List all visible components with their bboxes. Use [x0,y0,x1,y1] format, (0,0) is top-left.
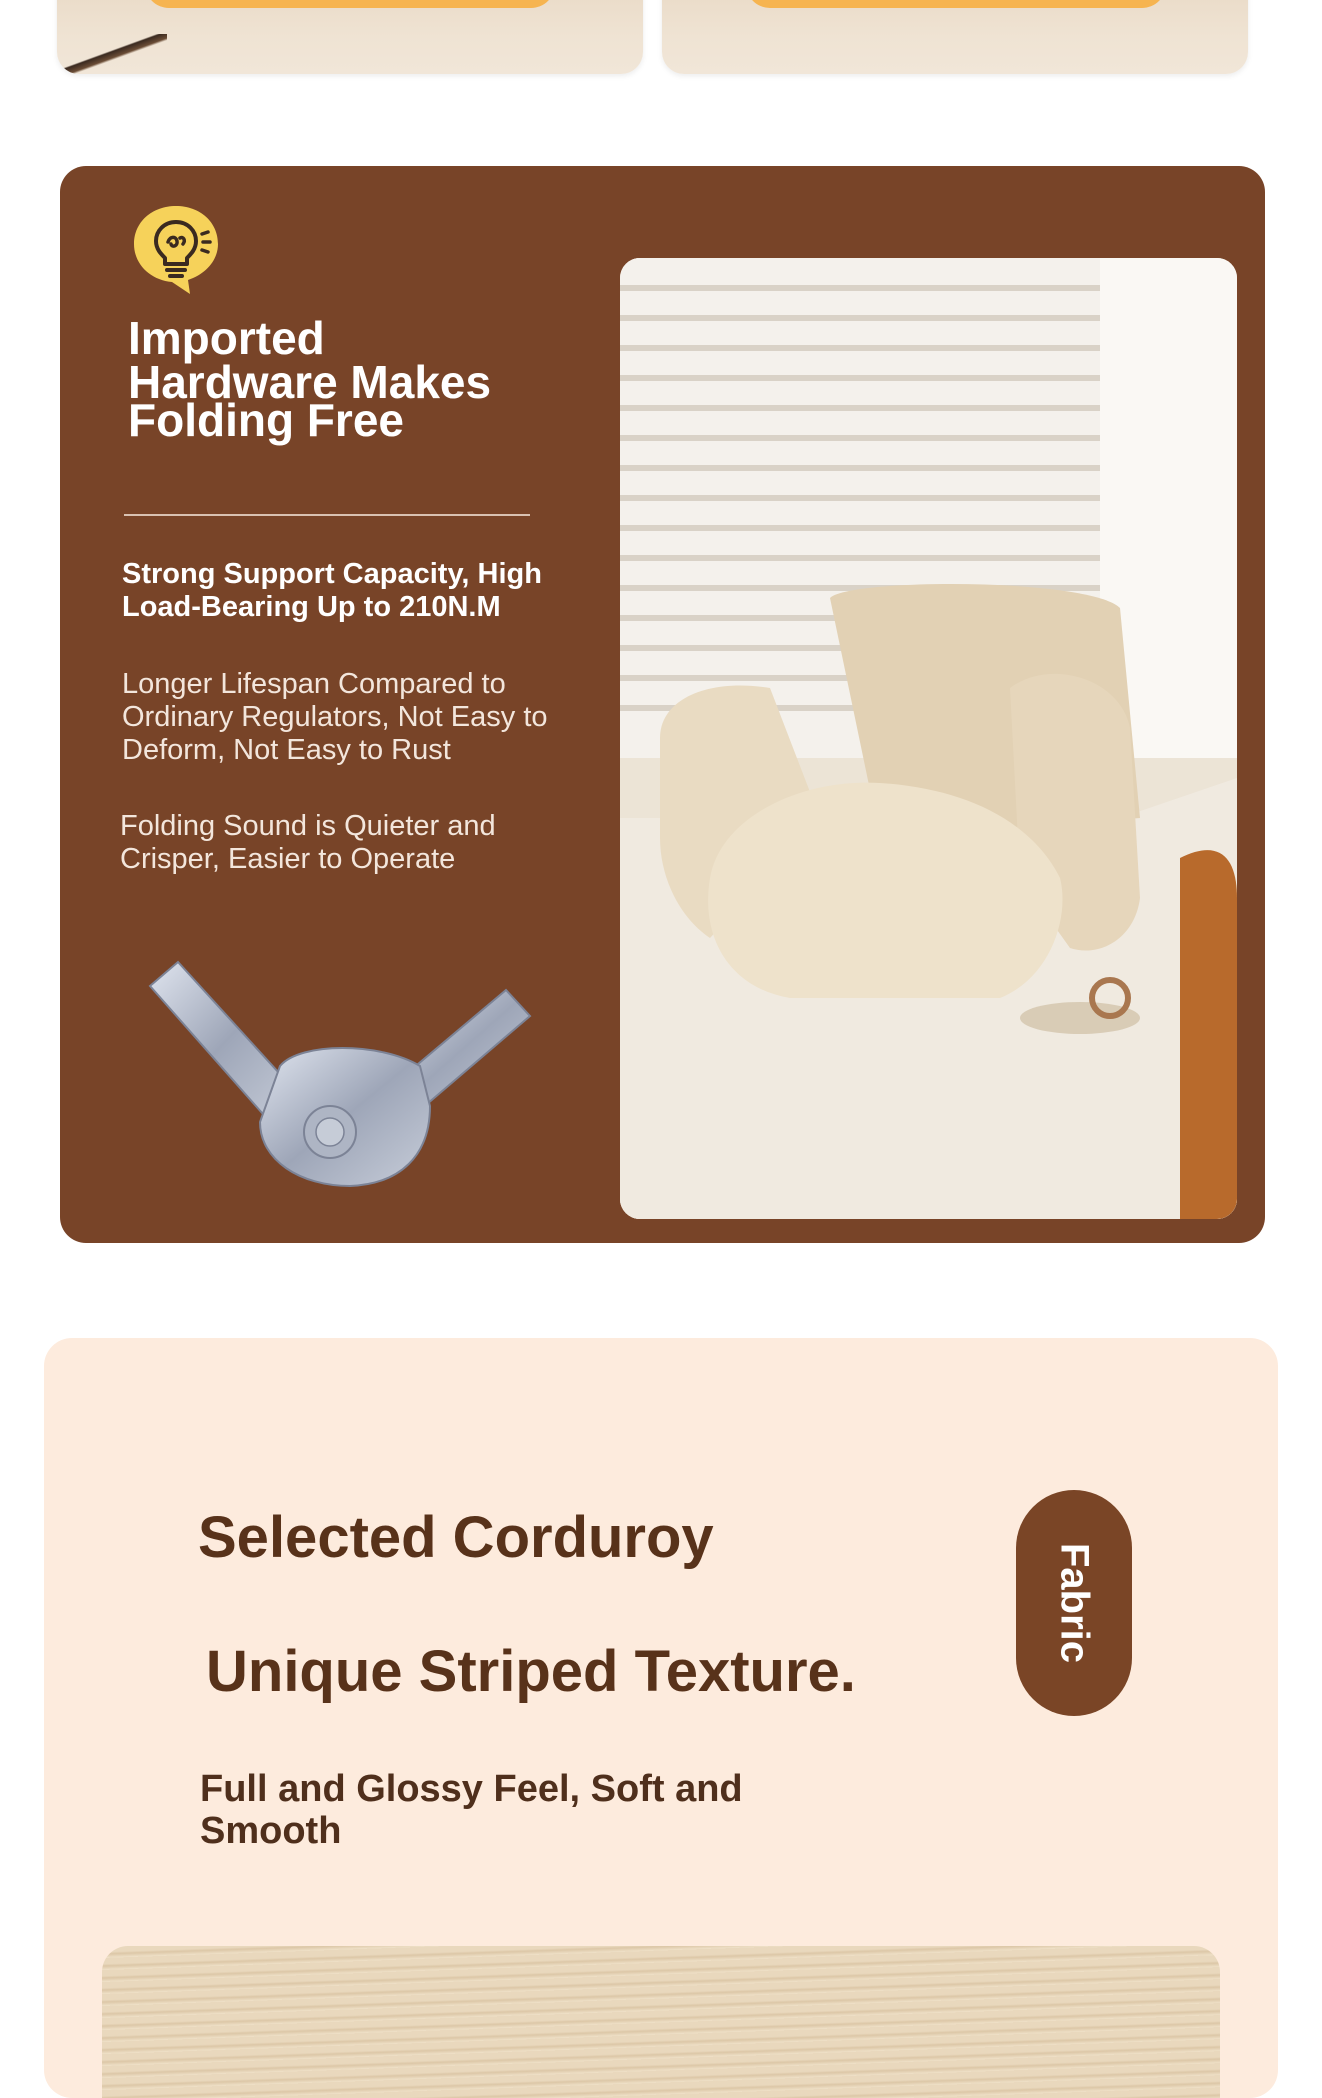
product-card-right[interactable] [662,0,1248,74]
divider [124,514,530,516]
card-button-bar[interactable] [746,0,1166,8]
fabric-badge-label: Fabric [1052,1542,1097,1664]
feature-point-lifespan: Longer Lifespan Compared to Ordinary Regulators, Not Easy to Deform, Not Easy to Rust [122,668,548,766]
card-image-detail [57,34,167,74]
fabric-subheading: Full and Glossy Feel, Soft and Smooth [200,1768,743,1852]
fabric-section [44,1338,1278,2098]
panel-title-line: Hardware Makes [128,356,492,408]
corduroy-swatch-image [102,1946,1220,2098]
lightbulb-icon [128,200,224,296]
product-card-left[interactable] [57,0,643,74]
panel-title-line: Imported [128,312,325,364]
fabric-badge [1016,1490,1132,1716]
armchair-photo [620,258,1237,1219]
fabric-heading-2: Unique Striped Texture. [206,1639,856,1704]
feature-point-load: Strong Support Capacity, High Load-Bearing Up to 210N.M [122,558,542,623]
hardware-feature-panel [60,166,1265,1243]
card-button-bar[interactable] [145,0,555,8]
feature-point-sound: Folding Sound is Quieter and Crisper, Easier to Operate [120,810,496,875]
panel-title [128,312,548,446]
hinge-image [130,946,550,1206]
fabric-heading-1: Selected Corduroy [198,1505,714,1570]
panel-title-line: Folding Free [128,394,404,446]
